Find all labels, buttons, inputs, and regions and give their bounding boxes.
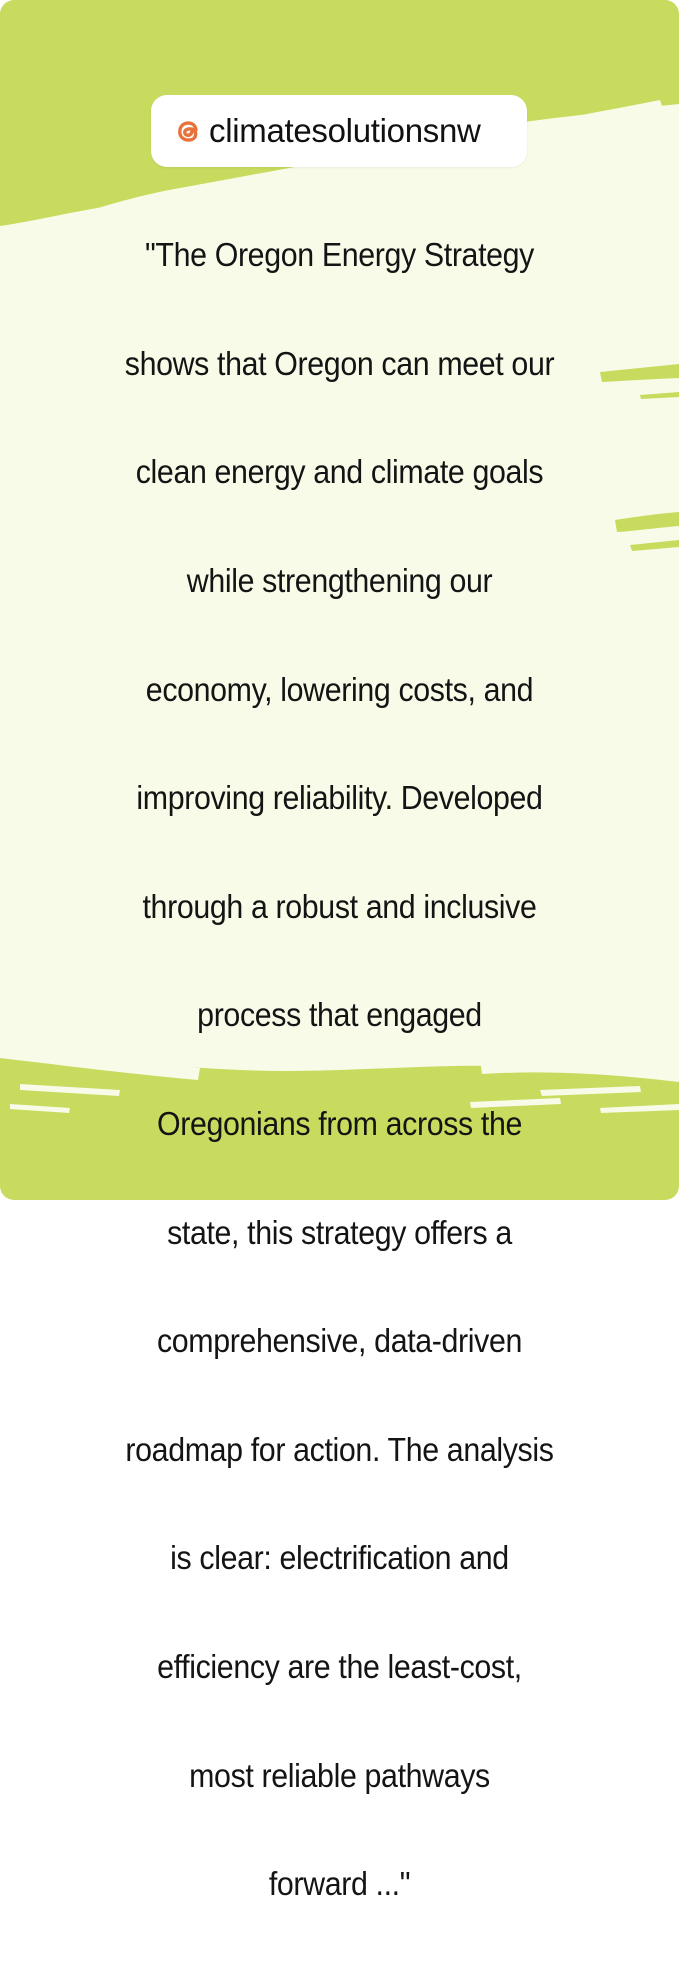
quote-line: efficiency are the least-cost, [157, 1648, 522, 1686]
threads-handle-pill[interactable] [151, 95, 527, 167]
quote-line: comprehensive, data-driven [156, 1322, 523, 1360]
quote-line: forward ..." [268, 1865, 411, 1903]
quote-line: through a robust and inclusive [142, 887, 537, 925]
quote-line: state, this strategy offers a [167, 1213, 512, 1251]
quote-line: roadmap for action. The analysis [125, 1430, 554, 1468]
quote-line: improving reliability. Developed [136, 779, 543, 817]
quote-line: Oregonians from across the [156, 1105, 523, 1143]
threads-icon [171, 114, 205, 148]
quote-line: process that engaged [197, 996, 482, 1034]
quote-line: "The Oregon Energy Strategy [145, 236, 534, 274]
quote-line: shows that Oregon can meet our [124, 344, 555, 382]
quote-line: most reliable pathways [189, 1756, 490, 1794]
threads-handle-text: climatesolutionsnw [209, 112, 481, 149]
quote-line: while strengthening our [186, 562, 493, 600]
quote-line: clean energy and climate goals [135, 453, 544, 491]
quote-text [55, 174, 624, 1966]
quote-line: economy, lowering costs, and [145, 670, 534, 708]
quote-line: is clear: electrification and [170, 1539, 509, 1577]
